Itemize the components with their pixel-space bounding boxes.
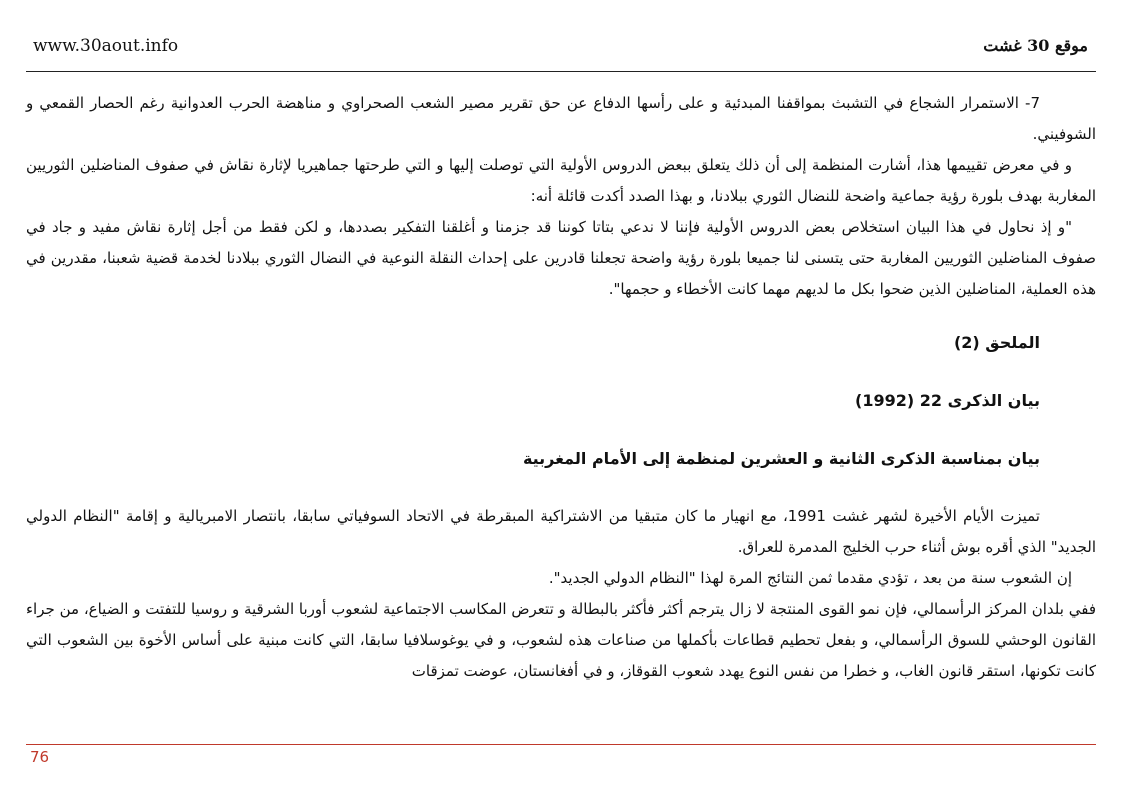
page-number: 76 xyxy=(30,748,50,766)
paragraph-august-1991: تميزت الأيام الأخيرة لشهر غشت 1991، مع انهيار ما كان متبقيا من الاشتراكية المبقرطة في الاتحاد السوفياتي سابقا، بانتصار الامبريالية و إقامة "النظام الدولي الجديد" الذي أقره بوش أثناء حرب الخليج المدمرة للعراق. xyxy=(26,507,1096,556)
document-body xyxy=(26,88,1096,687)
paragraph-assessment: و في معرض تقييمها هذا، أشارت المنظمة إلى أن ذلك يتعلق ببعض الدروس الأولية التي توصلت إليها و التي طرحتها جماهيريا لإثارة نقاش في صفوف المناضلين الثوريين المغاربة بهدف بلورة رؤية جماعية واضحة للنضال الثوري ببلادنا، و بهذا الصدد أكدت قائلة أنه: xyxy=(26,156,1096,205)
site-title: موقع 30 غشت xyxy=(983,36,1088,55)
paragraph-capitalist-center: ففي بلدان المركز الرأسمالي، فإن نمو القوى المنتجة لا زال يترجم أكثر فأكثر بالبطالة و تتعرض المكاسب الاجتماعية لشعوب أوربا الشرقية و روسيا للتفتت و الضياع، من جراء القانون الوحشي للسوق الرأسمالي، و بفعل تحطيم قطاعات بأكملها من صناعات هذه لشعوب، و في يوغوسلافيا سابقا، التي كانت مبنية على أساس الأخوة بين الشعوب التي كانت تكونها، استقر قانون الغاب، و خطرا من نفس النوع يهدد شعوب القوقاز، و في أفغانستان، عوضت تمزقات xyxy=(26,600,1096,680)
statement-subheading: بيان بمناسبة الذكرى الثانية و العشرين لمنظمة إلى الأمام المغربية xyxy=(522,449,1040,468)
paragraph-point-7: 7- الاستمرار الشجاع في التشبث بمواقفنا المبدئية و على رأسها الدفاع عن حق تقرير مصير الشعب الصحراوي و مناهضة الحرب العدوانية رغم الحصار القمعي و الشوفيني. xyxy=(26,94,1096,143)
footer-divider xyxy=(26,744,1096,745)
paragraph-peoples: إن الشعوب سنة من بعد ، تؤدي مقدما ثمن النتائج المرة لهذا "النظام الدولي الجديد". xyxy=(548,569,1072,587)
paragraph-quote: "و إذ نحاول في هذا البيان استخلاص بعض الدروس الأولية فإننا لا ندعي بتاتا كوننا قد جزمنا و أغلقنا التفكير بصددها، و لكن فقط من أجل إثارة نقاش مفيد و جاد في صفوف المناضلين الثوريين المغاربة حتى يتسنى لنا جميعا بلورة رؤية واضحة تجعلنا قادرين على إحداث النقلة النوعية في النضال الثوري ببلادنا لخدمة قضية شعبنا، مقدرين في هذه العملية، المناضلين الذين ضحوا بكل ما لديهم مهما كانت الأخطاء و حجمها". xyxy=(26,218,1096,298)
annex-heading: الملحق (2) xyxy=(953,333,1040,352)
statement-heading: بيان الذكرى 22 (1992) xyxy=(855,391,1040,410)
header-divider xyxy=(26,71,1096,72)
site-url: www.30aout.info xyxy=(33,36,179,56)
